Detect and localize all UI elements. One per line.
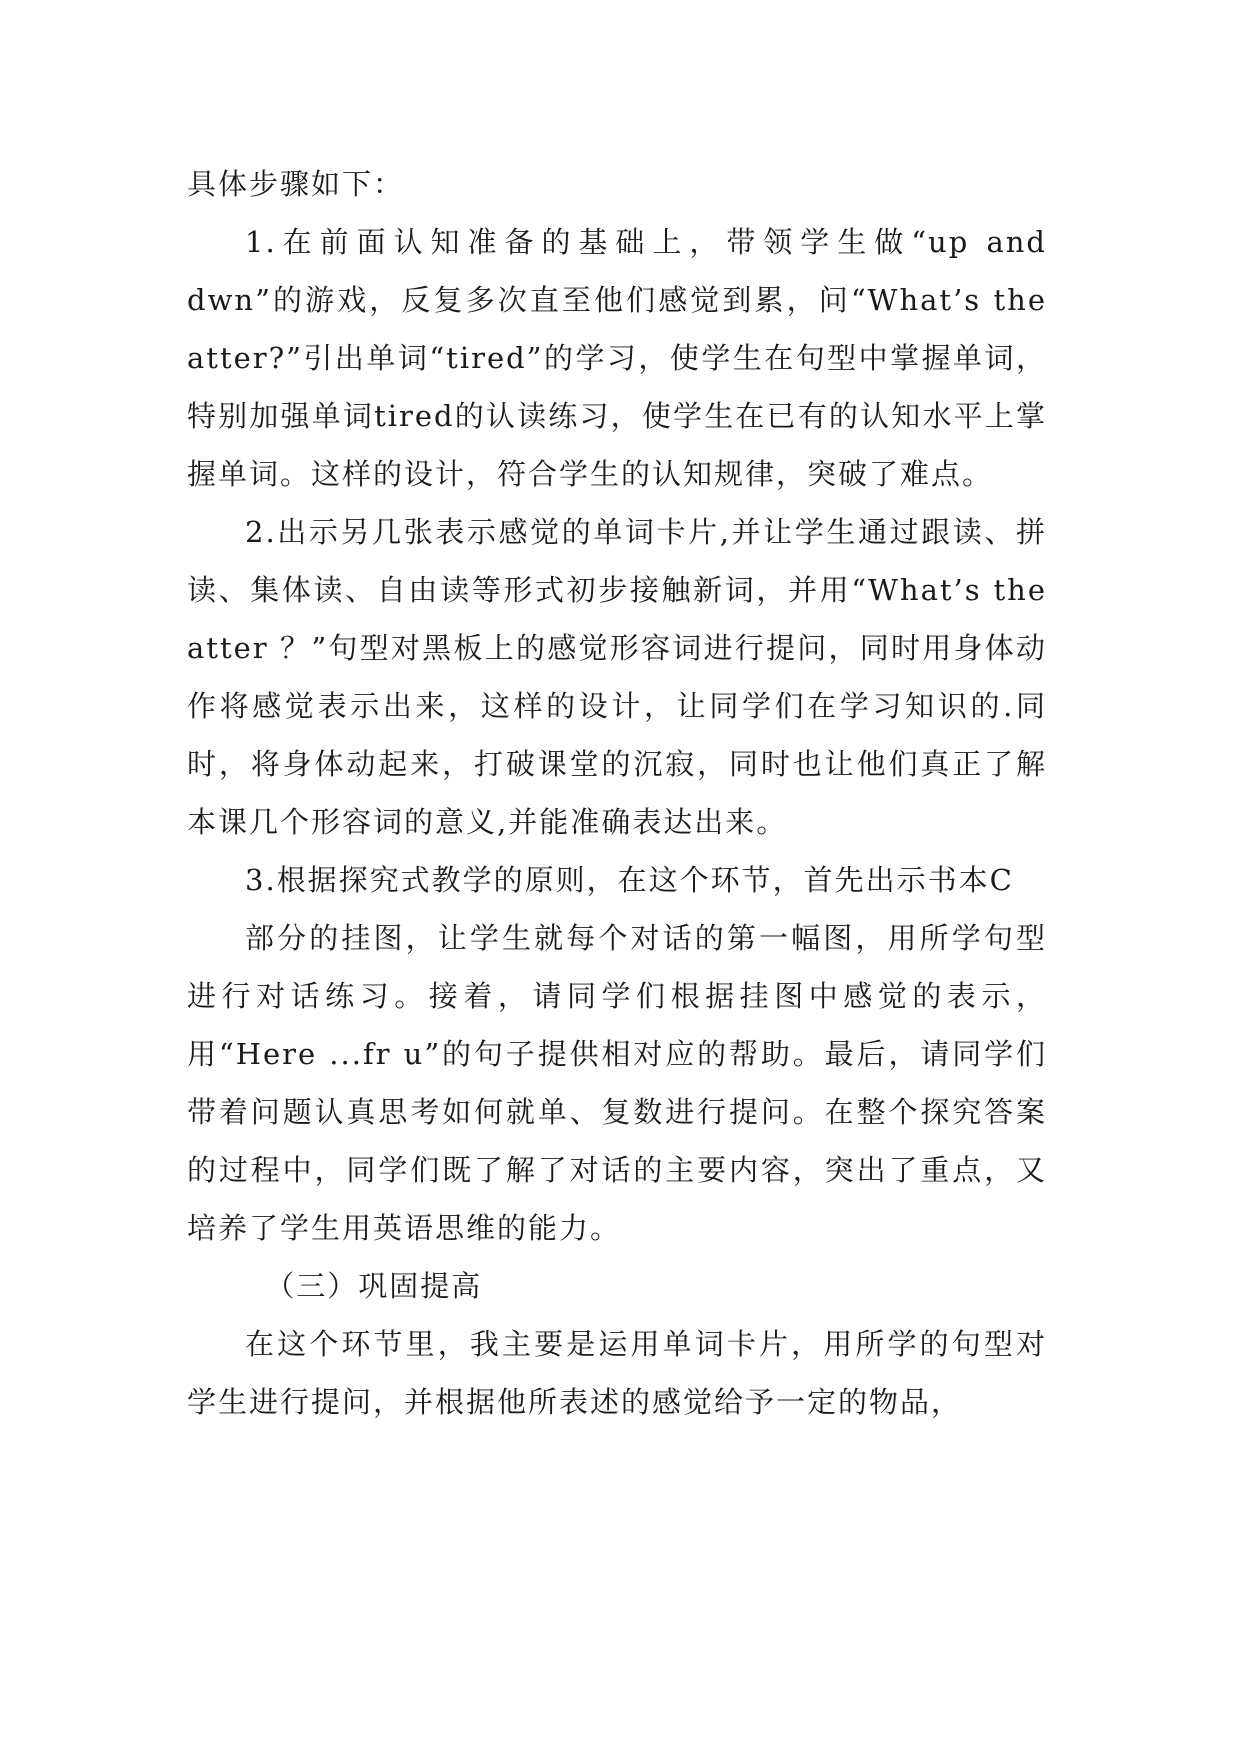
section-heading-consolidation: （三）巩固提高 <box>265 1269 483 1303</box>
paragraph-steps-intro: 具体步骤如下： <box>187 167 405 201</box>
paragraph-step-3: 3.根据探究式教学的原则，在这个环节，首先出示书本C <box>245 863 1014 897</box>
document-body <box>187 155 1047 1431</box>
paragraph-step-3-continued: 部分的挂图，让学生就每个对话的第一幅图，用所学句型进行对话练习。接着，请同学们根据挂图中感觉的表示，用“Here ...fr u”的句子提供相对应的帮助。最后，请同学们带着问题认真思考如何就单、复数进行提问。在整个探究答案的过程中，同学们既了解了对话的主要内容，突出了重点，又培养了学生用英语思维的能力。 <box>187 921 1047 1245</box>
paragraph-consolidation: 在这个环节里，我主要是运用单词卡片，用所学的句型对学生进行提问，并根据他所表述的感觉给予一定的物品， <box>187 1327 1047 1419</box>
paragraph-step-2: 2.出示另几张表示感觉的单词卡片,并让学生通过跟读、拼读、集体读、自由读等形式初步接触新词，并用“What’s the atter ？”句型对黑板上的感觉形容词进行提问，同时用身体动作将感觉表示出来，这样的设计，让同学们在学习知识的.同时，将身体动起来，打破课堂的沉寂，同时也让他们真正了解本课几个形容词的意义,并能准确表达出来。 <box>187 515 1047 839</box>
paragraph-step-1: 1.在前面认知准备的基础上，带领学生做“up and dwn”的游戏，反复多次直至他们感觉到累，问“What’s the atter?”引出单词“tired”的学习，使学生在句型中掌握单词，特别加强单词tired的认读练习，使学生在已有的认知水平上掌握单词。这样的设计，符合学生的认知规律，突破了难点。 <box>187 225 1047 491</box>
